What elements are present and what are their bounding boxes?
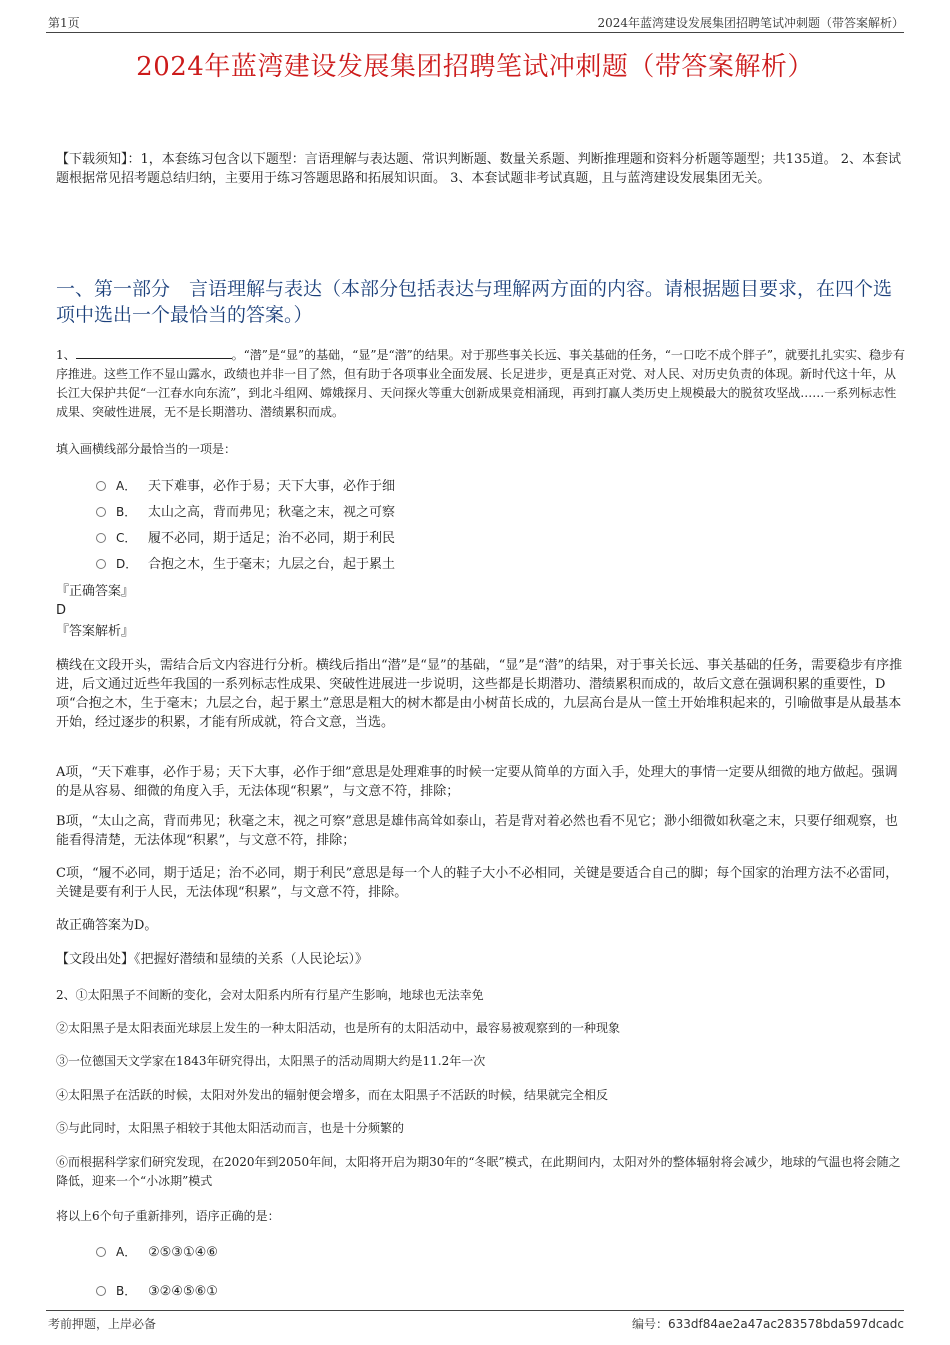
option-text: 太山之高，背而弗见；秋毫之末，视之可察 bbox=[148, 505, 396, 520]
question-2-first-sentence bbox=[56, 986, 906, 1005]
sentence-6: ⑥而根据科学家们研究发现，在2020年到2050年间，太阳将开启为期30年的“冬眠”模式，在此期间内，太阳对外的整体辐射将会减少，地球的气温也将会随之降低，迎来一个“小冰期”模式 bbox=[56, 1155, 901, 1188]
answer-value: D bbox=[56, 603, 67, 618]
option-letter: D． bbox=[116, 557, 138, 571]
sentence-2: ②太阳黑子是太阳表面光球层上发生的一种太阳活动，也是所有的太阳活动中，最容易被观察到的一种现象 bbox=[56, 1021, 621, 1035]
source-note: 【文段出处】《把握好潜绩和显绩的关系（人民论坛）》 bbox=[56, 952, 369, 967]
header-doc-title: 2024年蓝湾建设发展集团招聘笔试冲刺题（带答案解析） bbox=[597, 16, 904, 30]
option-text: 合抱之木，生于毫末；九层之台，起于累土 bbox=[148, 557, 396, 572]
question-1-text: 。“潜”是“显”的基础，“显”是“潜”的结果。对于那些事关长远、事关基础的任务，“一口吃不成个胖子”，就要扎扎实实、稳步有序推进。这些工作不显山露水，政绩也并非一目了然，但有助于各项事业全面发展、长足进步，更是真正对党、对人民、对历史负责的体现。新时代这十年，从长江大保护共促“一江春水向东流”，到北斗组网、嫦娥探月、天问探火等重大创新成果竞相涌现，再到打赢人类历史上规模最大的脱贫攻坚战……一系列标志性成果、突破性进展，无不是长期潜功、潜绩累积而成。 bbox=[56, 348, 905, 419]
option-text: ③②④⑤⑥① bbox=[148, 1284, 218, 1299]
radio-button[interactable] bbox=[96, 507, 106, 517]
question-1-number: 1、 bbox=[56, 348, 76, 362]
question-2-number: 2、 bbox=[56, 988, 76, 1002]
download-notice: 【下载须知】：1，本套练习包含以下题型：言语理解与表达题、常识判断题、数量关系题、判断推理题和资料分析题等题型；共135道。 2、本套试题根据常见招考题总结归纳，主要用于练习答题思路和拓展知识面。 3、本套试题非考试真题，且与蓝湾建设发展集团无关。 bbox=[56, 152, 901, 186]
radio-button[interactable] bbox=[96, 1286, 106, 1296]
q1-option-a[interactable] bbox=[96, 477, 395, 496]
footer-document-code bbox=[632, 1315, 904, 1332]
q2-option-b[interactable] bbox=[96, 1282, 218, 1301]
analysis-paragraph: C项，“履不必同，期于适足；治不必同，期于利民”意思是每一个人的鞋子大小不必相同，关键是要适合自己的脚；每个国家的治理方法不必雷同，关键是要有利于人民，无法体现“积累”，与文意不符，排除。 bbox=[56, 866, 899, 900]
sentence-5: ⑤与此同时，太阳黑子相较于其他太阳活动而言，也是十分频繁的 bbox=[56, 1121, 405, 1135]
option-letter: A． bbox=[116, 1245, 137, 1259]
fill-blank-line bbox=[76, 347, 232, 359]
question-1-stem bbox=[56, 346, 906, 422]
footer-slogan: 考前押题，上岸必备 bbox=[48, 1317, 157, 1331]
analysis-conclusion: 故正确答案为D。 bbox=[56, 918, 158, 933]
q1-option-d[interactable] bbox=[96, 555, 395, 574]
question-1-prompt: 填入画横线部分最恰当的一项是： bbox=[56, 442, 237, 456]
q2-option-a[interactable] bbox=[96, 1243, 218, 1262]
code-label: 编号： bbox=[631, 1317, 668, 1331]
section-heading: 一、第一部分 言语理解与表达（本部分包括表达与理解两方面的内容。请根据题目要求，在四个选项中选出一个最恰当的答案。） bbox=[56, 278, 893, 326]
sentence-1: ①太阳黑子不间断的变化，会对太阳系内所有行星产生影响，地球也无法幸免 bbox=[75, 988, 484, 1002]
radio-button[interactable] bbox=[96, 533, 106, 543]
radio-button[interactable] bbox=[96, 559, 106, 569]
radio-button[interactable] bbox=[96, 481, 106, 491]
analysis-paragraph: 横线在文段开头，需结合后文内容进行分析。横线后指出“潜”是“显”的基础，“显”是“潜”的结果，对于事关长远、事关基础的任务，需要稳步有序推进，后文通过近些年我国的一系列标志性成果、突破性进展进一步说明，这些都是长期潜功、潜绩累积而成的，故后文意在强调积累的重要性，D项“合抱之木，生于毫末；九层之台，起于累土”意思是粗大的树木都是由小树苗长成的，九层高台是从一筐土开始堆积起来的，引喻做事是从最基本开始，经过逐步的积累，才能有所成就，符合文意，当选。 bbox=[56, 658, 903, 730]
question-2-prompt: 将以上6个句子重新排列，语序正确的是： bbox=[56, 1209, 280, 1223]
q1-option-b[interactable] bbox=[96, 503, 395, 522]
footer-rule bbox=[46, 1310, 904, 1311]
sentence-4: ④太阳黑子在活跃的时候，太阳对外发出的辐射便会增多，而在太阳黑子不活跃的时候，结果就完全相反 bbox=[56, 1088, 609, 1102]
analysis-paragraph: A项，“天下难事，必作于易；天下大事，必作于细”意思是处理难事的时候一定要从简单的方面入手，处理大的事情一定要从细微的地方做起。强调的是从容易、细微的角度入手，无法体现“积累”，与文意不符，排除； bbox=[56, 765, 898, 799]
header-rule bbox=[46, 32, 904, 33]
analysis-paragraph: B项，“太山之高，背而弗见；秋毫之末，视之可察”意思是雄伟高耸如泰山，若是背对着必然也看不见它；渺小细微如秋毫之末，只要仔细观察，也能看得清楚，无法体现“积累”，与文意不符，排除； bbox=[56, 814, 898, 848]
option-text: ②⑤③①④⑥ bbox=[148, 1245, 218, 1260]
option-letter: B． bbox=[116, 505, 137, 519]
code-value: 633df84ae2a47ac283578bda597dcadc bbox=[667, 1317, 904, 1331]
option-letter: B． bbox=[116, 1284, 137, 1298]
radio-button[interactable] bbox=[96, 1247, 106, 1257]
option-letter: A． bbox=[116, 479, 137, 493]
q1-option-c[interactable] bbox=[96, 529, 395, 548]
option-text: 履不必同，期于适足；治不必同，期于利民 bbox=[148, 531, 396, 546]
option-letter: C． bbox=[116, 531, 137, 545]
sentence-3: ③一位德国天文学家在1843年研究得出，太阳黑子的活动周期大约是11.2年一次 bbox=[56, 1054, 486, 1068]
header-page-number: 第1页 bbox=[48, 16, 80, 30]
answer-label: 『正确答案』 bbox=[56, 584, 135, 599]
analysis-label: 『答案解析』 bbox=[56, 624, 135, 639]
option-text: 天下难事，必作于易；天下大事，必作于细 bbox=[148, 479, 396, 494]
page-title: 2024年蓝湾建设发展集团招聘笔试冲刺题（带答案解析） bbox=[136, 52, 814, 82]
